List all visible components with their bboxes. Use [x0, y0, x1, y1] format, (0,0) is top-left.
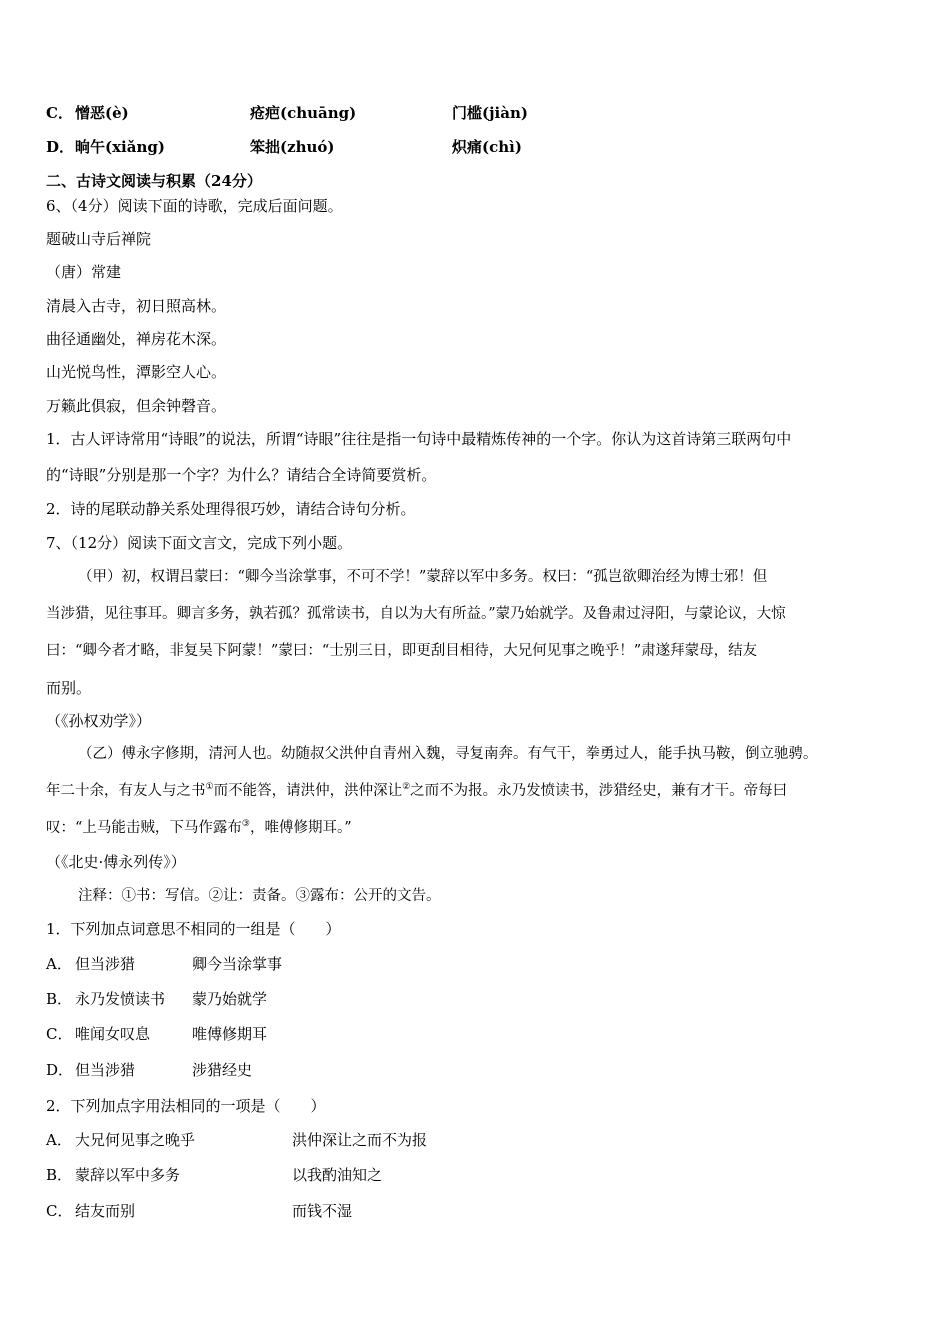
footnote-marker: ③ — [241, 819, 250, 829]
passage-jia-line: 曰：“卿今者才略，非复吴下阿蒙！”蒙曰：“士别三日，即更刮目相待，大兄何见事之晚乎！”肃遂拜蒙母，结友 — [46, 643, 758, 659]
option-d-item-3: 炽痛(chì) — [452, 138, 522, 156]
passage-yi-line1: （乙）傅永字修期，清河人也。幼随叔父洪仲自青州入魏，寻复南奔。有气干，拳勇过人，能手执马鞍，倒立驰骋。 — [78, 746, 818, 762]
passage-yi-text: 而不能答，请洪仲，洪仲深让 — [213, 783, 403, 799]
passage-jia-line: 而别。 — [46, 679, 92, 697]
subq1-option-left: 但当涉猎 — [75, 955, 136, 973]
passage-yi-text: ，唯傅修期耳。” — [250, 820, 352, 836]
passage-yi-text: 叹：“上马能击贼，下马作露布 — [46, 820, 242, 836]
passage-yi-line2 — [46, 781, 787, 801]
subq2-option-right: 而钱不湿 — [292, 1202, 353, 1220]
option-c-item-3: 门槛(jiàn) — [452, 104, 528, 122]
option-d-item-2: 笨拙(zhuó) — [250, 138, 335, 156]
subq1-option-label: D． — [46, 1061, 74, 1079]
subq2-option-left: 大兄何见事之晚乎 — [75, 1131, 196, 1149]
subq2-option-left: 结友而别 — [75, 1202, 136, 1220]
subq1-option-right: 卿今当涂掌事 — [192, 955, 283, 973]
subq1-option-label: C． — [46, 1025, 73, 1043]
q6-intro: 6、（4分）阅读下面的诗歌，完成后面问题。 — [46, 197, 343, 215]
subq1-option-right: 唯傅修期耳 — [192, 1025, 268, 1043]
passage-yi-text: 之而不为报。永乃发愤读书，涉猎经史，兼有才干。帝每曰 — [410, 783, 788, 799]
option-c-item-2: 疮疤(chuāng) — [250, 104, 357, 122]
passage-jia-line: 当涉猎，见往事耳。卿言多务，孰若孤？孤常读书，自以为大有所益。”蒙乃始就学。及鲁肃过浔阳，与蒙论议，大惊 — [46, 606, 786, 622]
subq1-stem: 1．下列加点词意思不相同的一组是（ ） — [46, 920, 341, 938]
q7-intro: 7、（12分）阅读下面文言文，完成下列小题。 — [46, 534, 353, 552]
subq2-stem: 2．下列加点字用法相同的一项是（ ） — [46, 1097, 326, 1115]
section-2-heading: 二、古诗文阅读与积累（24分） — [46, 172, 262, 190]
subq1-option-right: 蒙乃始就学 — [192, 990, 268, 1008]
q6-sub1-line1: 1．古人评诗常用“诗眼”的说法，所谓“诗眼”往往是指一句诗中最精炼传神的一个字。你认为这首诗第三联两句中 — [46, 430, 792, 448]
passage-yi-text: 年二十余，有友人与之书 — [46, 783, 206, 799]
passage-jia-line: （甲）初，权谓吕蒙曰：“卿今当涂掌事，不可不学！”蒙辞以军中多务。权曰：“孤岂欲卿治经为博士邪！但 — [78, 569, 768, 585]
subq1-option-left: 但当涉猎 — [75, 1061, 136, 1079]
footnote-marker: ① — [205, 782, 214, 792]
footnote-marker: ② — [402, 782, 411, 792]
subq2-option-label: A． — [46, 1131, 72, 1149]
subq1-option-left: 永乃发愤读书 — [75, 990, 166, 1008]
passage-yi-line3 — [46, 818, 352, 838]
option-c-label: C． — [46, 104, 73, 122]
poem-author: （唐）常建 — [46, 263, 122, 281]
subq1-option-label: B． — [46, 990, 73, 1008]
subq2-option-left: 蒙辞以军中多务 — [75, 1166, 181, 1184]
passage-notes: 注释：①书：写信。②让：责备。③露布：公开的文告。 — [78, 888, 441, 904]
option-c-item-1: 憎恶(è) — [75, 104, 129, 122]
subq1-option-label: A． — [46, 955, 72, 973]
subq1-option-left: 唯闻女叹息 — [75, 1025, 151, 1043]
subq2-option-label: C． — [46, 1202, 73, 1220]
subq2-option-right: 洪仲深让之而不为报 — [292, 1131, 428, 1149]
subq1-option-right: 涉猎经史 — [192, 1061, 253, 1079]
poem-title: 题破山寺后禅院 — [46, 230, 152, 248]
passage-jia-source: （《孙权劝学》） — [46, 712, 152, 730]
poem-line: 万籁此俱寂，但余钟磬音。 — [46, 397, 227, 415]
poem-line: 山光悦鸟性，潭影空人心。 — [46, 363, 227, 381]
q6-sub1-line2: 的“诗眼”分别是那一个字？为什么？请结合全诗简要赏析。 — [46, 466, 437, 484]
q6-sub2: 2．诗的尾联动静关系处理得很巧妙，请结合诗句分析。 — [46, 500, 416, 518]
poem-line: 清晨入古寺，初日照高林。 — [46, 297, 227, 315]
option-d-label: D． — [46, 138, 75, 156]
poem-line: 曲径通幽处，禅房花木深。 — [46, 330, 227, 348]
subq2-option-right: 以我酌油知之 — [292, 1166, 383, 1184]
option-d-item-1: 晌午(xiǎng) — [75, 138, 165, 156]
subq2-option-label: B． — [46, 1166, 73, 1184]
passage-yi-source: （《北史·傅永列传》） — [46, 853, 186, 871]
